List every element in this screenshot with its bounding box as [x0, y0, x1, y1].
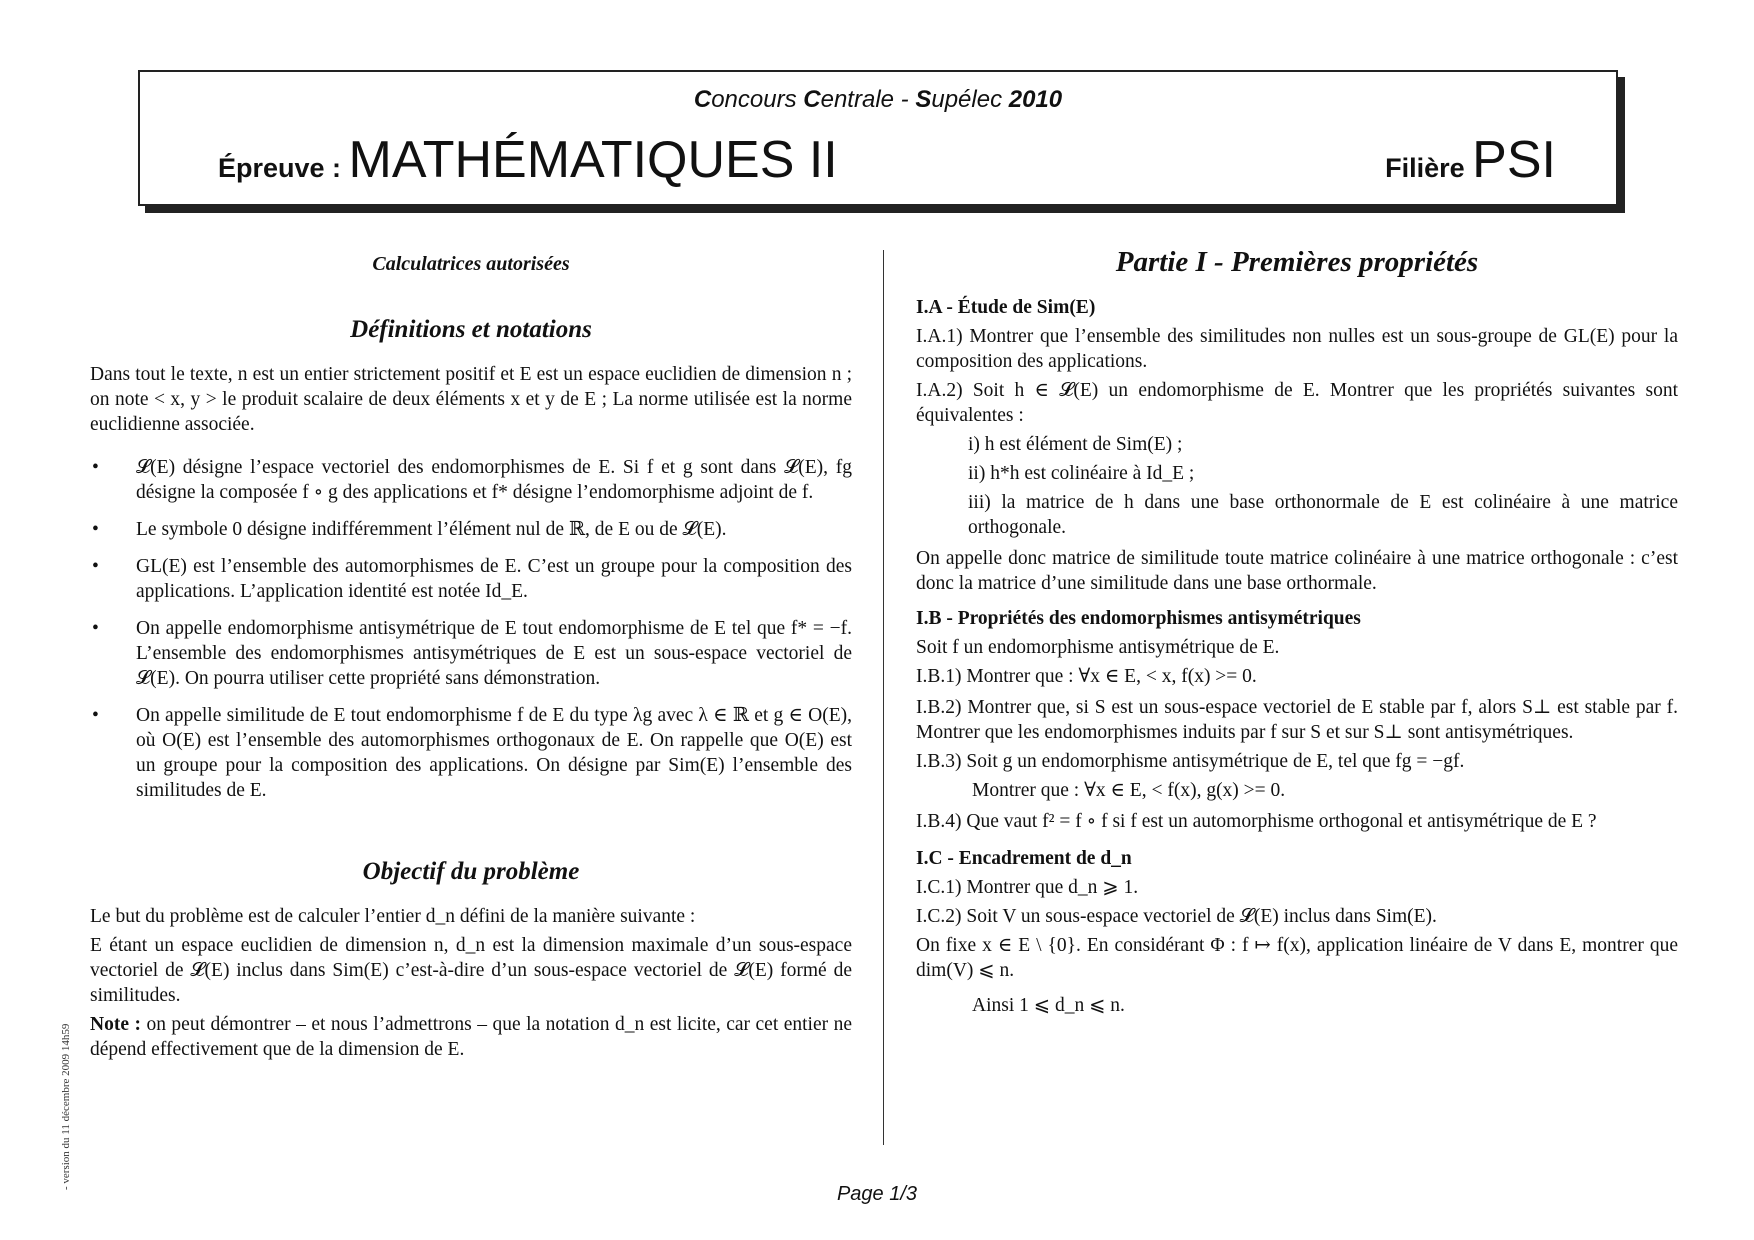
section-IB-title: I.B - Propriétés des endomorphismes antisymétriques	[916, 608, 1361, 629]
question-IC2-part2: On fixe x ∈ E \ {0}. En considérant Φ : f ↦ f(x), application linéaire de V dans E, montrer que dim(V) ⩽ n.	[916, 935, 1678, 981]
similitude-definition: On appelle donc matrice de similitude toute matrice colinéaire à une matrice orthogonale : c’est donc la matrice d’une similitude dans une base orthormale.	[916, 548, 1678, 594]
note-paragraph	[90, 1012, 852, 1062]
bullet-dot: •	[92, 618, 99, 639]
bullet-dot: •	[92, 705, 99, 726]
equivalence-list	[916, 432, 1678, 540]
question-IB4: I.B.4) Que vaut f² = f ∘ f si f est un automorphisme orthogonal et antisymétrique de E ?	[916, 811, 1597, 832]
bullet-item: • On appelle similitude de E tout endomorphisme f de E du type λg avec λ ∈ ℝ et g ∈ O(E), où O(E) est l’ensemble des automorphismes orthogonaux de E. On rappelle que O(E) est un groupe pour la composition des applications. On désigne par Sim(E) l’ensemble des similitudes de E.	[92, 705, 852, 801]
bullet-item: • GL(E) est l’ensemble des automorphismes de E. C’est un groupe pour la composition des applications. L’application identité est notée Id_E.	[92, 556, 852, 602]
question-IA1: I.A.1) Montrer que l’ensemble des similitudes non nulles est un sous-groupe de GL(E) pour la composition des applications.	[916, 326, 1678, 372]
bullet-item: • Le symbole 0 désigne indifféremment l’élément nul de ℝ, de E ou de 𝓛(E).	[92, 519, 727, 540]
calculators-note: Calculatrices autorisées	[372, 253, 570, 275]
objective-paragraph-2: E étant un espace euclidien de dimension n, d_n est la dimension maximale d’un sous-espace vectoriel de 𝓛(E) inclus dans Sim(E) c’est-à-dire d’un sous-espace vectoriel de 𝓛(E) formé de similitudes.	[90, 935, 852, 1006]
page-number: Page 1/3	[836, 1183, 918, 1205]
question-IA2: I.A.2) Soit h ∈ 𝓛(E) un endomorphisme de E. Montrer que les propriétés suivantes sont équivalentes :	[916, 380, 1678, 426]
IC-conclusion: Ainsi 1 ⩽ d_n ⩽ n.	[972, 995, 1125, 1016]
question-IB1: I.B.1) Montrer que : ∀x ∈ E, < x, f(x) >= 0.	[916, 666, 1257, 687]
question-IC2: I.C.2) Soit V un sous-espace vectoriel de 𝓛(E) inclus dans Sim(E).	[916, 906, 1437, 927]
header-box	[138, 70, 1618, 206]
objective-title: Objectif du problème	[362, 858, 580, 885]
question-IB2: I.B.2) Montrer que, si S est un sous-espace vectoriel de E stable par f, alors S⊥ est stable par f. Montrer que les endomorphismes induits par f sur S et sur S⊥ sont antisymétriques.	[916, 697, 1678, 743]
list-item: i) h est élément de Sim(E) ;	[968, 434, 1183, 455]
part-title: Partie I - Premières propriétés	[1115, 246, 1479, 278]
right-column	[916, 246, 1678, 1018]
intro-paragraph	[90, 362, 852, 437]
question-IC1: I.C.1) Montrer que d_n ⩾ 1.	[916, 877, 1139, 898]
bullet-dot: •	[92, 556, 99, 577]
section-IA-title: I.A - Étude de Sim(E)	[916, 297, 1096, 318]
intro-text: Dans tout le texte, n est un entier strictement positif et E est un espace euclidien de dimension n ; on note < x, y > le produit scalaire de deux éléments x et y de E ; La norme utilisée est la norme euclidienne associée.	[90, 364, 852, 435]
left-column	[90, 250, 852, 1062]
bullet-item: • On appelle endomorphisme antisymétrique de E tout endomorphisme de E tel que f* = −f. L’ensemble des endomorphismes antisymétriques de E est un sous-espace vectoriel de 𝓛(E). On pourra utiliser cette propriété sans démonstration.	[92, 618, 852, 689]
list-item: ii) h*h est colinéaire à Id_E ;	[968, 463, 1195, 484]
filiere-title: Filière PSI	[1385, 131, 1556, 189]
column-divider	[883, 250, 884, 1145]
list-item: iii) la matrice de h dans une base orthonormale de E est colinéaire à une matrice orthogonale.	[968, 492, 1678, 538]
concours-title: Concours Centrale - Supélec 2010	[693, 86, 1063, 113]
question-IB3-part2: Montrer que : ∀x ∈ E, < f(x), g(x) >= 0.	[972, 780, 1286, 801]
bullet-dot: •	[92, 457, 99, 478]
section-IC-title: I.C - Encadrement de d_n	[916, 848, 1132, 869]
note-text: on peut démontrer – et nous l’admettrons – que la notation d_n est licite, car cet entier ne dépend effectivement que de la dimension de E.	[90, 1014, 853, 1060]
epreuve-title: Épreuve : MATHÉMATIQUES II	[218, 131, 838, 189]
IB-intro: Soit f un endomorphisme antisymétrique de E.	[916, 637, 1280, 658]
note-label: Note :	[90, 1014, 141, 1035]
question-IB3: I.B.3) Soit g un endomorphisme antisymétrique de E, tel que fg = −gf.	[916, 751, 1465, 772]
version-note: - version du 11 décembre 2009 14h59	[60, 1023, 72, 1190]
bullet-dot: •	[92, 519, 99, 540]
definitions-title: Définitions et notations	[350, 316, 592, 343]
objective-paragraph-1: Le but du problème est de calculer l’entier d_n défini de la manière suivante :	[90, 906, 696, 927]
bullet-item: • 𝓛(E) désigne l’espace vectoriel des endomorphismes de E. Si f et g sont dans 𝓛(E), fg désigne la composée f ∘ g des applications et f* désigne l’endomorphisme adjoint de f.	[92, 457, 852, 503]
